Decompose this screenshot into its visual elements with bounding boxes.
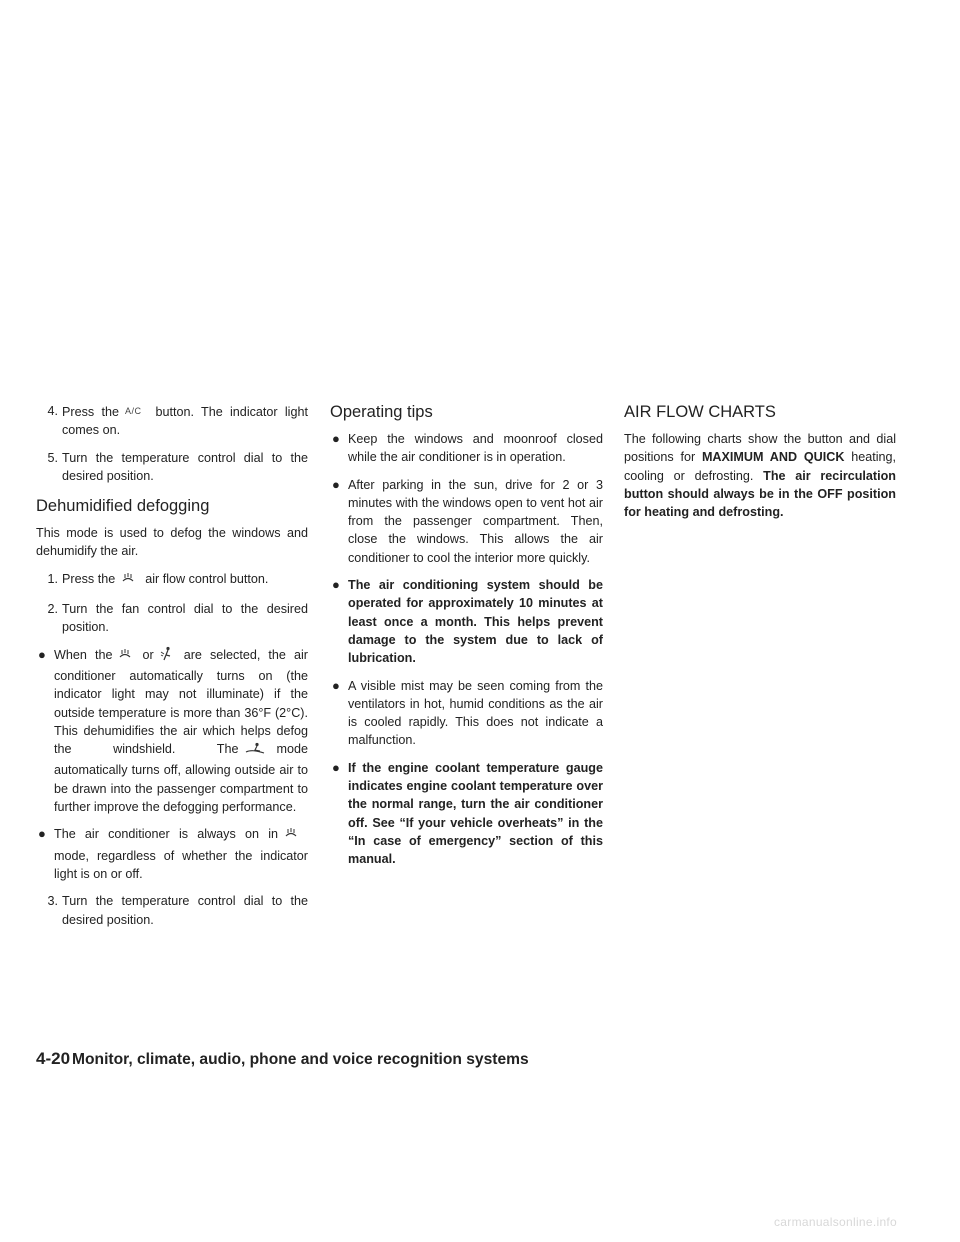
foot-defrost-icon — [244, 742, 266, 761]
step-1: 1. Press the air flow control button. — [36, 570, 308, 591]
tip-item: ● The air conditioning system should be operated for approximately 10 minutes at least once a month. This helps prevent damage to the system due to lack of lubrication. — [332, 577, 603, 666]
step-4: 4. Press the A/C button. The indicator light comes on. — [47, 404, 308, 438]
front-defrost-icon — [121, 572, 135, 591]
page-footer — [36, 1049, 529, 1070]
bullet-auto-ac: ● When the or are selected, the air conditioner automatically turns on (the indicator light may not illuminate) if the outside temperature is more than 36°F (2°C). This dehumidifies the air which helps defog the windshield. The mode automatically turns off, allowing outside air to be drawn into the passenger compartment to further improve the defogging performance. — [38, 646, 309, 815]
bullet-always-on: ● The air conditioner is always on inmode, regardless of whether the indicator light is on or off. — [38, 826, 308, 881]
intro-paragraph: This mode is used to defog the windows and dehumidify the air. — [36, 526, 308, 559]
watermark: carmanualsonline.info — [774, 1215, 898, 1229]
foot-defrost-icon — [160, 646, 174, 667]
tip-item: ● A visible mist may be seen coming from the ventilators in hot, humid conditions as the air is cooled rapidly. This does not indicate a malfunction. — [332, 677, 603, 748]
front-defrost-icon — [284, 827, 298, 846]
column-left — [36, 402, 308, 938]
step-3: 3. Turn the temperature control dial to the desired position. — [47, 894, 308, 927]
front-defrost-icon — [118, 648, 132, 667]
tip-item: ● Keep the windows and moonroof closed while the air conditioner is in operation. — [332, 431, 603, 465]
column-right — [624, 402, 896, 521]
ac-button-icon: A/C — [124, 406, 142, 416]
step-2: 2. Turn the fan control dial to the desired position. — [47, 602, 308, 635]
column-middle — [330, 402, 603, 878]
section-heading-operating-tips: Operating tips — [330, 403, 433, 421]
chapter-title: Monitor, climate, audio, phone and voice recognition systems — [72, 1051, 529, 1068]
step-5: 5. Turn the temperature control dial to the desired position. — [47, 450, 308, 483]
page-number: 4-20 — [36, 1049, 71, 1068]
tip-item: ● If the engine coolant temperature gauge indicates engine coolant temperature over the normal range, turn the air conditioner off. See “If your vehicle overheats” in the “In case of emergency” section of this manual. — [332, 759, 603, 867]
section-heading-air-flow-charts: AIR FLOW CHARTS — [624, 403, 776, 421]
tip-item: ● After parking in the sun, drive for 2 or 3 minutes with the windows open to vent hot air from the passenger compartment. Then, close the windows. This allows the air conditioner to cool the interior more quickly. — [332, 476, 603, 565]
tips-list — [330, 430, 603, 869]
section-heading-dehumidified-defogging: Dehumidified defogging — [36, 497, 210, 516]
air-flow-paragraph: The following charts show the button and dial positions for MAXIMUM AND QUICK heating, cooling or defrosting. The air recirculation button should always be in the OFF position for heating and defrosting. — [624, 432, 897, 520]
